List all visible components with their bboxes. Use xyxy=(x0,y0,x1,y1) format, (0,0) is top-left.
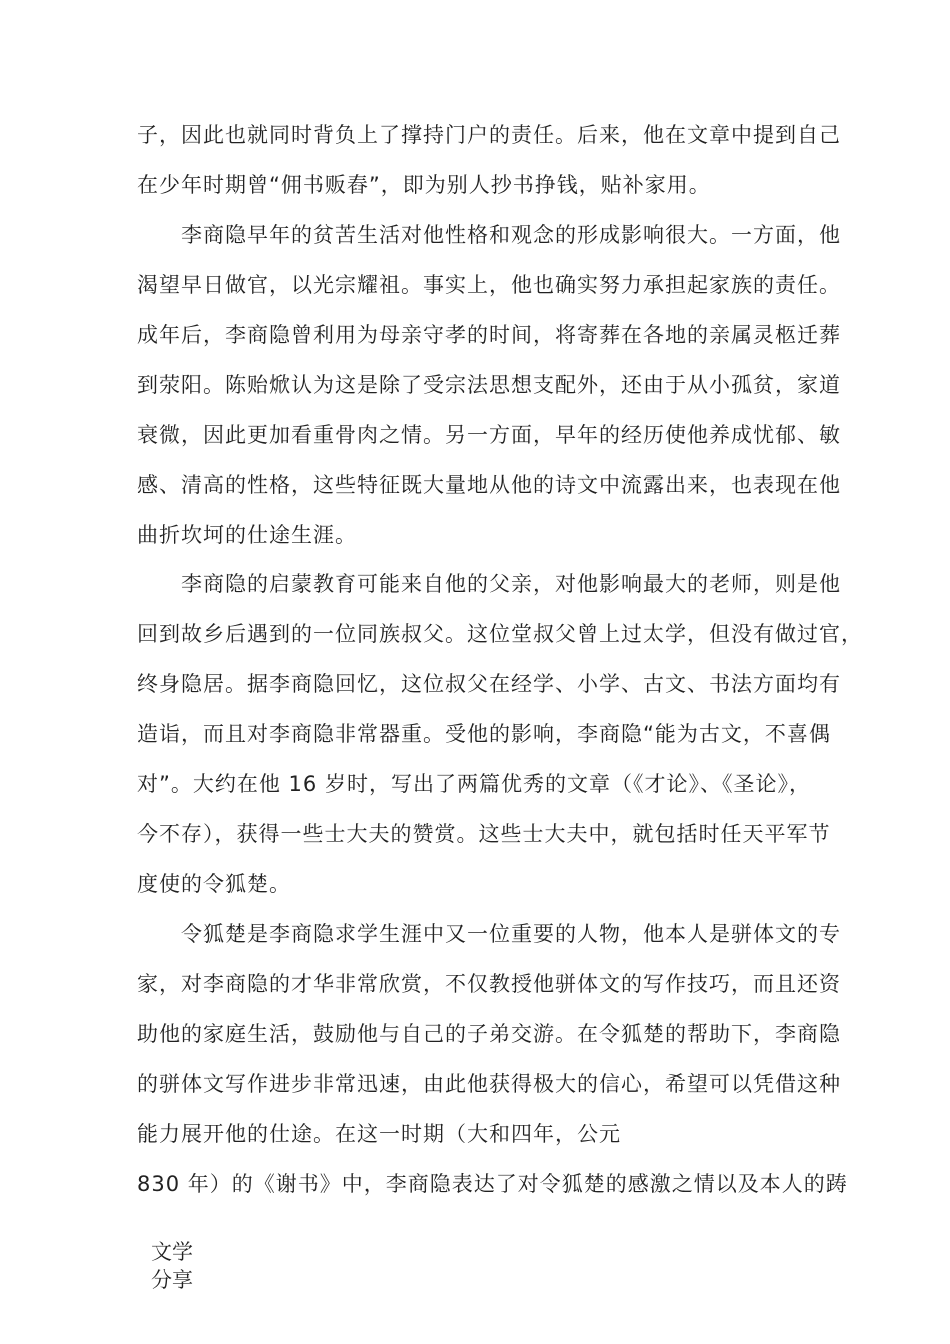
text-line: 830 年）的《谢书》中，李商隐表达了对令狐楚的感激之情以及本人的踌 xyxy=(137,1172,848,1196)
text-line: 衰微，因此更加看重骨肉之情。另一方面，早年的经历使他养成忧郁、敏 xyxy=(137,423,841,447)
text-line: 家，对李商隐的才华非常欣赏，不仅教授他骈体文的写作技巧，而且还资 xyxy=(137,972,841,996)
text-line: 度使的令狐楚。 xyxy=(137,872,291,896)
footer-line: 分享 xyxy=(151,1268,193,1292)
paragraph-2 xyxy=(137,210,841,560)
text-line: 能力展开他的仕途。在这一时期（大和四年，公元 xyxy=(137,1122,621,1146)
text-line: 到荥阳。陈贻焮认为这是除了受宗法思想支配外，还由于从小孤贫，家道 xyxy=(137,373,841,397)
text-line: 李商隐早年的贫苦生活对他性格和观念的形成影响很大。一方面，他 xyxy=(181,223,841,247)
text-line: 今不存），获得一些士大夫的赞赏。这些士大夫中，就包括时任天平军节 xyxy=(137,822,831,846)
text-line: 渴望早日做官，以光宗耀祖。事实上，他也确实努力承担起家族的责任。 xyxy=(137,273,841,297)
paragraph-4 xyxy=(137,909,848,1209)
text-line: 成年后，李商隐曾利用为母亲守孝的时间，将寄葬在各地的亲属灵柩迁葬 xyxy=(137,323,841,347)
footer-line: 文学 xyxy=(151,1240,193,1264)
footer-watermark xyxy=(151,1238,211,1294)
paragraph-3 xyxy=(137,559,863,909)
paragraph-1 xyxy=(137,110,841,210)
text-line: 曲折坎坷的仕途生涯。 xyxy=(137,523,357,547)
text-line: 令狐楚是李商隐求学生涯中又一位重要的人物，他本人是骈体文的专 xyxy=(181,922,841,946)
text-line: 在少年时期曾“佣书贩舂”，即为别人抄书挣钱，贴补家用。 xyxy=(137,173,711,197)
text-line: 感、清高的性格，这些特征既大量地从他的诗文中流露出来，也表现在他 xyxy=(137,473,841,497)
text-line: 对”。大约在他 16 岁时，写出了两篇优秀的文章（《才论》、《圣论》， xyxy=(137,772,811,796)
text-line: 李商隐的启蒙教育可能来自他的父亲，对他影响最大的老师，则是他 xyxy=(181,572,841,596)
text-line: 回到故乡后遇到的一位同族叔父。这位堂叔父曾上过太学，但没有做过官， xyxy=(137,622,863,646)
text-line: 造诣，而且对李商隐非常器重。受他的影响，李商隐“能为古文，不喜偶 xyxy=(137,722,831,746)
text-line: 的骈体文写作进步非常迅速，由此他获得极大的信心，希望可以凭借这种 xyxy=(137,1072,841,1096)
text-line: 子，因此也就同时背负上了撑持门户的责任。后来，他在文章中提到自己 xyxy=(137,123,841,147)
text-line: 助他的家庭生活，鼓励他与自己的子弟交游。在令狐楚的帮助下，李商隐 xyxy=(137,1022,841,1046)
text-line: 终身隐居。据李商隐回忆，这位叔父在经学、小学、古文、书法方面均有 xyxy=(137,672,841,696)
